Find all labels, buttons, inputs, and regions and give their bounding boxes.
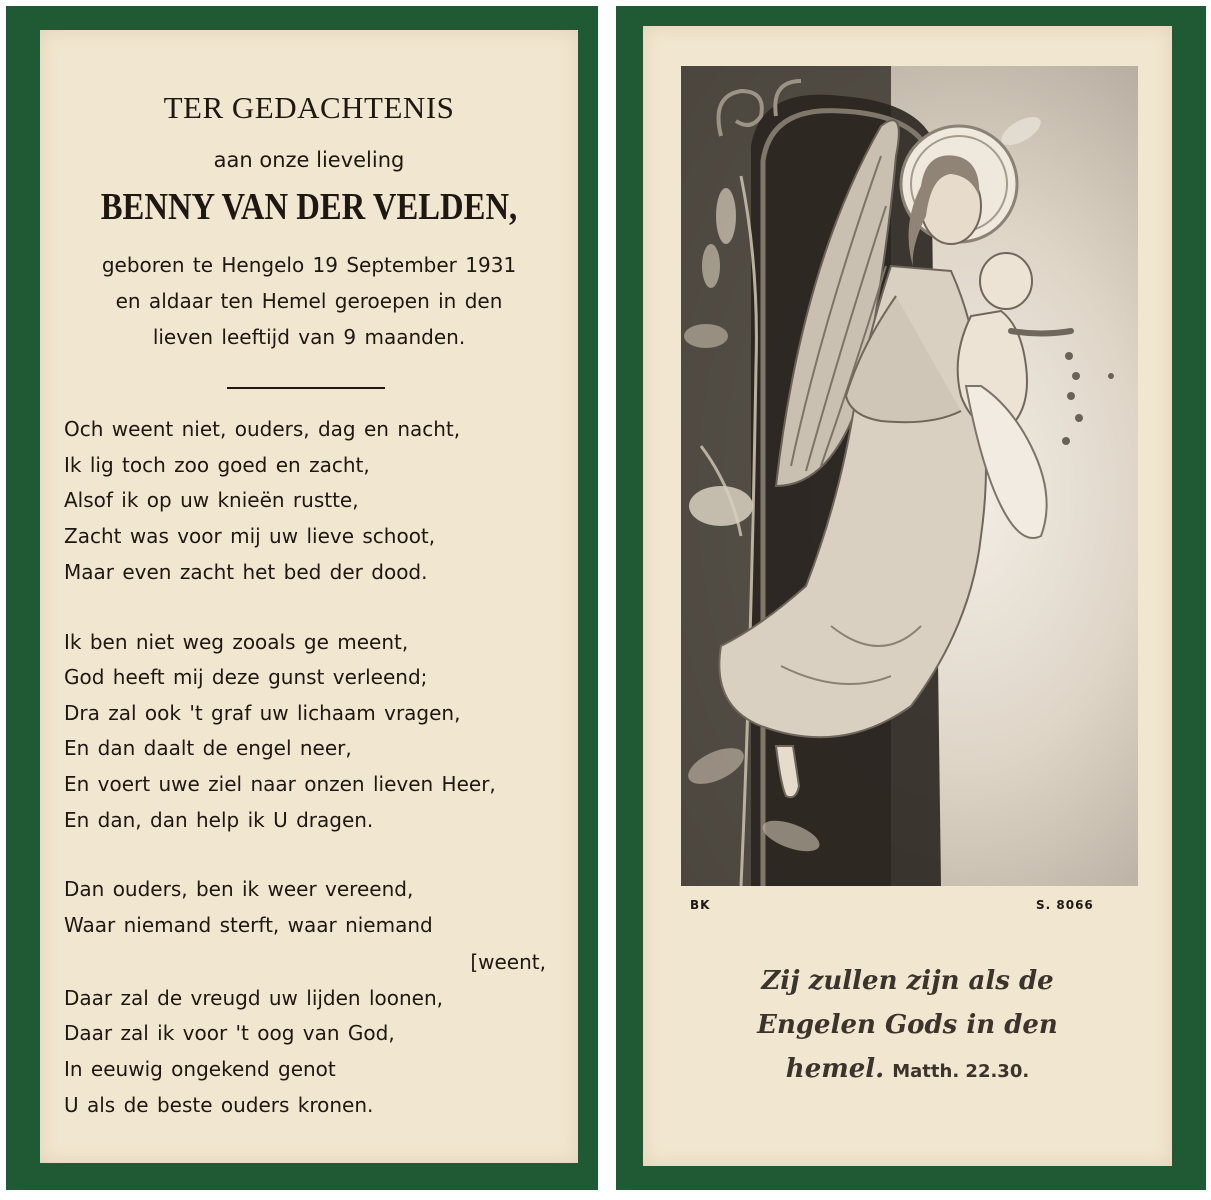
poem-line: Zacht was voor mij uw lieve schoot, <box>64 524 436 548</box>
poem-line: Ik lig toch zoo goed en zacht, <box>64 453 370 477</box>
poem-line: En dan daalt de engel neer, <box>64 736 352 760</box>
card-paper-right <box>643 26 1172 1166</box>
poem-line: Dra zal ook 't graf uw lichaam vragen, <box>64 701 461 725</box>
poem-line: Maar even zacht het bed der dood. <box>64 560 428 584</box>
poem-line: Ik ben niet weg zooals ge meent, <box>64 630 409 654</box>
quote-reference: Matth. 22.30. <box>892 1061 1030 1082</box>
divider-rule <box>227 387 385 389</box>
poem-line: En voert uwe ziel naar onzen lieven Heer, <box>64 772 496 796</box>
poem-line-continuation: [weent, <box>470 950 546 974</box>
poem-line: Alsof ik op uw knieën rustte, <box>64 488 359 512</box>
quote-line-last <box>643 1054 1172 1084</box>
card-title: TER GEDACHTENIS <box>163 90 455 125</box>
card-paper-left <box>40 30 578 1163</box>
poem-line: Och weent niet, ouders, dag en nacht, <box>64 417 461 441</box>
intro-line: lieven leeftijd van 9 maanden. <box>152 325 466 349</box>
poem-line: God heeft mij deze gunst verleend; <box>64 665 428 689</box>
quote-line: Zij zullen zijn als de <box>761 966 1054 996</box>
memorial-card-image-side <box>616 6 1206 1190</box>
quote-line-text: hemel. <box>785 1054 885 1084</box>
angel-with-child-picture <box>681 66 1138 886</box>
poem-line: Waar niemand sterft, waar niemand <box>64 913 433 937</box>
image-credit-right: S. 8066 <box>1036 898 1094 912</box>
card-subtitle: aan onze lieveling <box>213 148 405 172</box>
deceased-name: BENNY VAN DER VELDEN, <box>100 186 518 228</box>
poem-line: Daar zal ik voor 't oog van God, <box>64 1021 395 1045</box>
poem-line: Daar zal de vreugd uw lijden loonen, <box>64 986 444 1010</box>
poem-line: Dan ouders, ben ik weer vereend, <box>64 877 414 901</box>
poem-line: In eeuwig ongekend genot <box>64 1057 336 1081</box>
intro-line: geboren te Hengelo 19 September 1931 <box>101 253 517 277</box>
image-credit-left: BK <box>690 898 711 912</box>
intro-line: en aldaar ten Hemel geroepen in den <box>115 289 503 313</box>
quote-line: Engelen Gods in den <box>757 1010 1058 1040</box>
poem-line: U als de beste ouders kronen. <box>64 1093 374 1117</box>
poem-line: En dan, dan help ik U dragen. <box>64 808 374 832</box>
memorial-card-text-side <box>6 6 598 1190</box>
